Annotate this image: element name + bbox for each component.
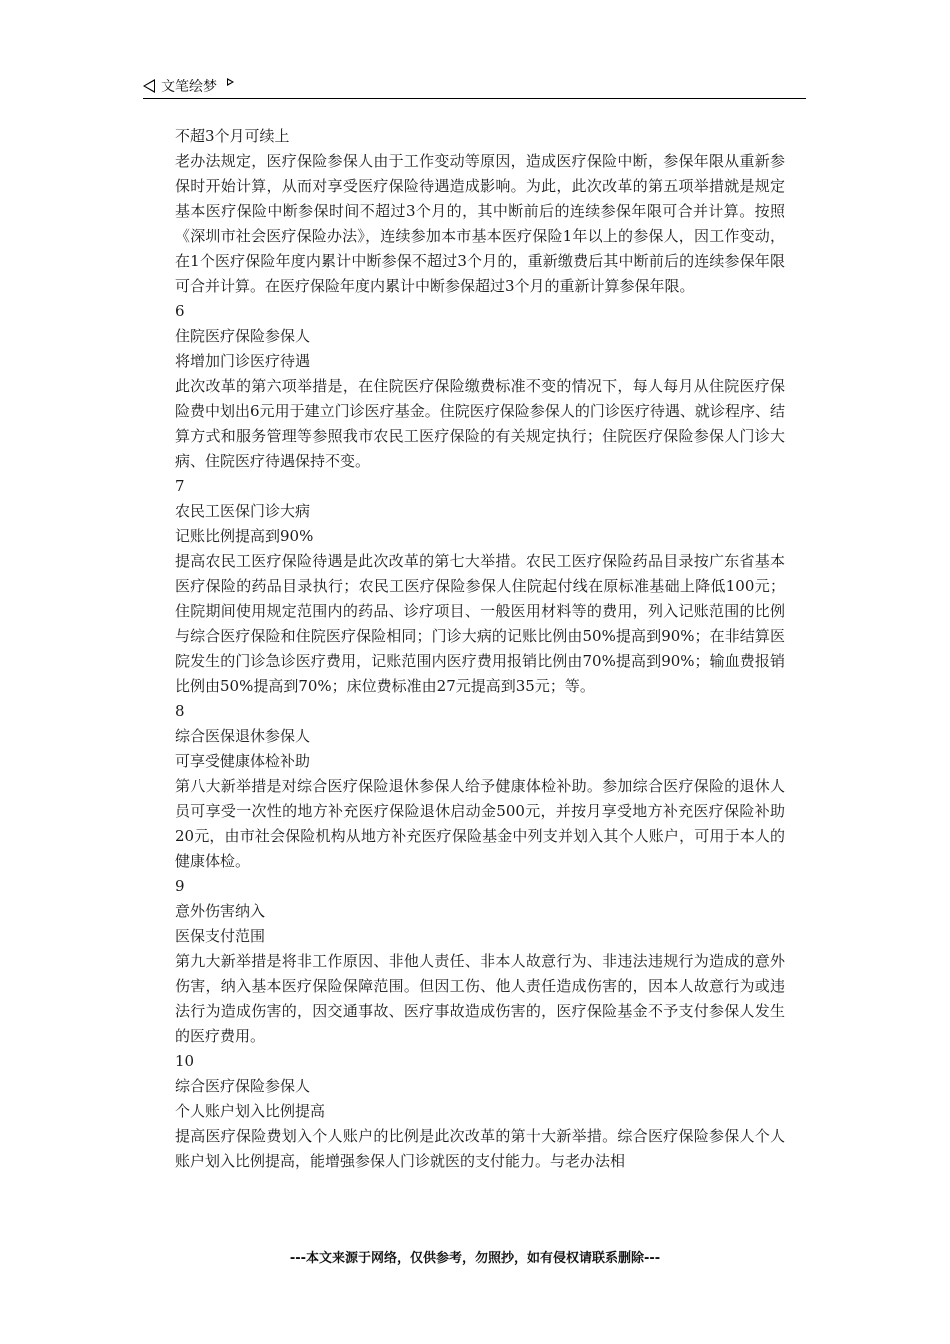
section-heading: 综合医疗保险参保人	[175, 1077, 311, 1095]
section-heading: 住院医疗保险参保人	[175, 327, 311, 345]
left-triangle-icon	[143, 79, 155, 93]
header-brand	[143, 76, 234, 96]
paragraph: 不超3个月可续上	[175, 127, 290, 145]
page-footer: ---本文来源于网络，仅供参考，勿照抄，如有侵权请联系删除---	[289, 1251, 661, 1266]
paragraph: 提高农民工医疗保险待遇是此次改革的第七大举措。农民工医疗保险药品目录按广东省基本医疗保险的药品目录执行；农民工医疗保险参保人住院起付线在原标准基础上降低100元；住院期间使用规定范围内的药品、诊疗项目、一般医用材料等的费用，列入记账范围的比例与综合医疗保险和住院医疗保险相同；门诊大病的记账比例由50%提高到90%；在非结算医院发生的门诊急诊医疗费用，记账范围内医疗费用报销比例由70%提高到90%；输血费报销比例由50%提高到70%；床位费标准由27元提高到35元；等。	[175, 552, 785, 695]
section-number: 9	[175, 877, 185, 895]
section-number: 7	[175, 477, 185, 495]
brand-label: 文笔绘梦	[161, 79, 217, 95]
section-subheading: 医保支付范围	[175, 927, 266, 945]
section-number: 10	[175, 1052, 195, 1070]
section-subheading: 记账比例提高到90%	[175, 527, 314, 545]
right-triangle-icon	[227, 78, 234, 86]
paragraph: 第八大新举措是对综合医疗保险退休参保人给予健康体检补助。参加综合医疗保险的退休人员可享受一次性的地方补充医疗保险退休启动金500元，并按月享受地方补充医疗保险补助20元，由市社会保险机构从地方补充医疗保险基金中列支并划入其个人账户，可用于本人的健康体检。	[175, 777, 785, 870]
section-number: 8	[175, 702, 185, 720]
section-heading: 综合医保退休参保人	[175, 727, 311, 745]
document-body	[175, 124, 785, 1174]
section-number: 6	[175, 302, 185, 320]
paragraph: 老办法规定，医疗保险参保人由于工作变动等原因，造成医疗保险中断，参保年限从重新参保时开始计算，从而对享受医疗保险待遇造成影响。为此，此次改革的第五项举措就是规定基本医疗保险中断参保时间不超过3个月的，其中断前后的连续参保年限可合并计算。按照《深圳市社会医疗保险办法》，连续参加本市基本医疗保险1年以上的参保人，因工作变动，在1个医疗保险年度内累计中断参保不超过3个月的，重新缴费后其中断前后的连续参保年限可合并计算。在医疗保险年度内累计中断参保超过3个月的重新计算参保年限。	[175, 152, 785, 295]
page-header	[143, 74, 806, 99]
paragraph: 提高医疗保险费划入个人账户的比例是此次改革的第十大新举措。综合医疗保险参保人个人账户划入比例提高，能增强参保人门诊就医的支付能力。与老办法相	[175, 1127, 785, 1170]
section-subheading: 可享受健康体检补助	[175, 752, 311, 770]
section-heading: 意外伤害纳入	[175, 902, 266, 920]
section-heading: 农民工医保门诊大病	[175, 502, 311, 520]
paragraph: 第九大新举措是将非工作原因、非他人责任、非本人故意行为、非违法违规行为造成的意外伤害，纳入基本医疗保险保障范围。但因工伤、他人责任造成伤害的，因本人故意行为或违法行为造成伤害的，因交通事故、医疗事故造成伤害的，医疗保险基金不予支付参保人发生的医疗费用。	[175, 952, 785, 1045]
paragraph: 此次改革的第六项举措是，在住院医疗保险缴费标准不变的情况下，每人每月从住院医疗保险费中划出6元用于建立门诊医疗基金。住院医疗保险参保人的门诊医疗待遇、就诊程序、结算方式和服务管理等参照我市农民工医疗保险的有关规定执行；住院医疗保险参保人门诊大病、住院医疗待遇保持不变。	[175, 377, 785, 470]
section-subheading: 个人账户划入比例提高	[175, 1102, 326, 1120]
section-subheading: 将增加门诊医疗待遇	[175, 352, 311, 370]
